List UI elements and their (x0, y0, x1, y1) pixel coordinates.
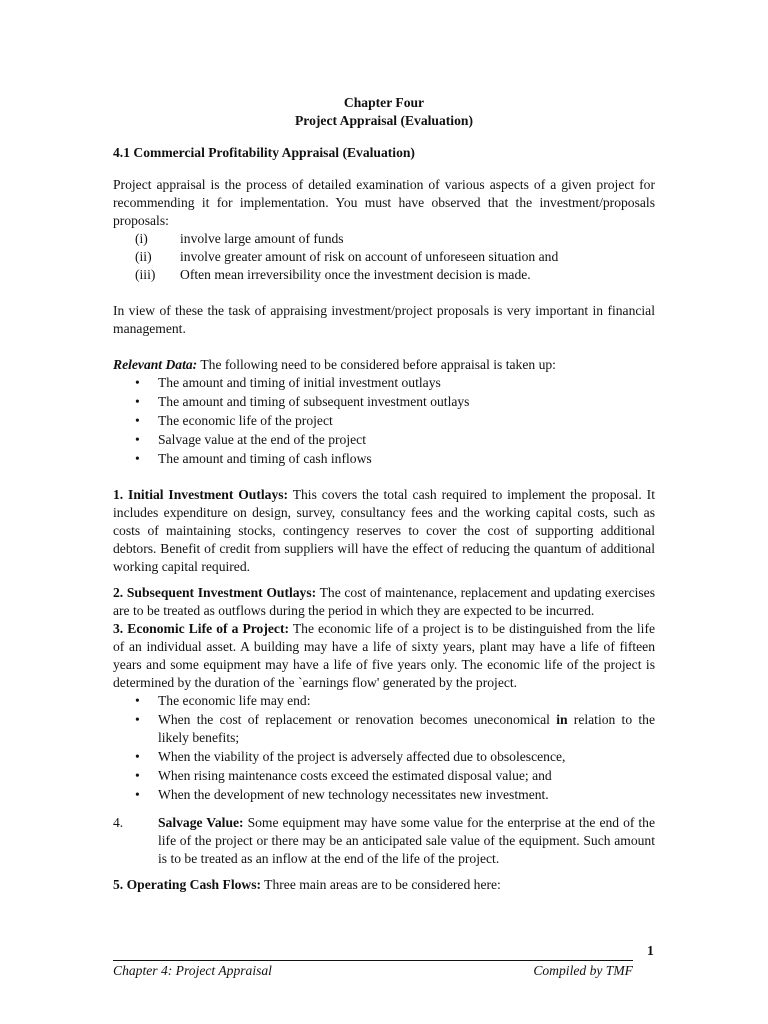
salvage-value-paragraph: 4. Salvage Value: Some equipment may have some value for the enterprise at the end of the life of the project or there may be an anticipated sale value of the equipment. Such amount is to be treated as an inflow at the end of the life of the project. (113, 815, 655, 866)
footer-right: Compiled by TMF (533, 963, 633, 978)
salvage-value-label: Salvage Value: (158, 815, 244, 830)
list-item: • Salvage value at the end of the project (113, 431, 655, 449)
page-footer (113, 962, 633, 980)
economic-life-list (113, 692, 655, 804)
list-item: • The amount and timing of cash inflows (113, 450, 655, 468)
operating-cash-flows-label: 5. Operating Cash Flows: (113, 877, 262, 892)
list-item: (i) involve large amount of funds (135, 231, 344, 246)
list-item: • The economic life of the project (113, 412, 655, 430)
intro-paragraph: Project appraisal is the process of detailed examination of various aspects of a given project for recommending it for implementation. You must have observed that the investment/proposals proposals: (113, 177, 655, 228)
chapter-title: Project Appraisal (Evaluation) (295, 113, 473, 128)
footer-divider (113, 960, 633, 961)
operating-cash-flows-paragraph: 5. Operating Cash Flows: Three main areas are to be considered here: (113, 877, 501, 892)
document-page (113, 94, 655, 894)
list-item: • The amount and timing of subsequent investment outlays (113, 393, 655, 411)
economic-life-label: 3. Economic Life of a Project: (113, 621, 290, 636)
relevant-data-list (113, 374, 655, 468)
list-item: • The amount and timing of initial investment outlays (113, 374, 655, 392)
relevant-data-label: Relevant Data: (113, 357, 198, 372)
initial-investment-paragraph: 1. Initial Investment Outlays: This covers the total cash required to implement the proposal. It includes expenditure on design, survey, consultancy fees and the working capital costs, such as costs of maintaining stocks, contingency reserves to cover the cost of supporting additional debtors. Benefit of credit from suppliers will have the effect of reducing the quantum of additional working capital required. (113, 487, 655, 574)
list-item: (iii) Often mean irreversibility once the investment decision is made. (135, 267, 531, 282)
list-item: (ii) involve greater amount of risk on account of unforeseen situation and (135, 249, 559, 264)
subsequent-investment-label: 2. Subsequent Investment Outlays: (113, 585, 317, 600)
view-paragraph: In view of these the task of appraising investment/project proposals is very important in financial management. (113, 303, 655, 336)
list-item: • When rising maintenance costs exceed the estimated disposal value; and (113, 767, 655, 785)
salvage-value-number: 4. (113, 815, 124, 830)
subsequent-investment-paragraph: 2. Subsequent Investment Outlays: The cost of maintenance, replacement and updating exercises are to be treated as outflows during the period in which they are expected to be incurred. (113, 585, 655, 618)
list-item: • When the development of new technology necessitates new investment. (113, 786, 655, 804)
page-number: 1 (647, 943, 654, 958)
initial-investment-label: 1. Initial Investment Outlays: (113, 487, 289, 502)
section-heading: 4.1 Commercial Profitability Appraisal (Evaluation) (113, 145, 415, 160)
relevant-data-paragraph: Relevant Data: The following need to be considered before appraisal is taken up: (113, 357, 556, 372)
economic-life-paragraph: 3. Economic Life of a Project: The economic life of a project is to be distinguished from the life of an individual asset. A building may have a life of sixty years, plant may have a life of fifteen years and some equipment may have a life of five years only. The economic life of the project is determined by the duration of the `earnings flow' generated by the project. (113, 621, 656, 690)
roman-list (113, 230, 655, 284)
list-item: • When the cost of replacement or renovation becomes uneconomical in relation to the likely benefits; (113, 711, 655, 747)
list-item: • The economic life may end: (113, 692, 655, 710)
footer-left: Chapter 4: Project Appraisal (113, 963, 272, 978)
list-item: • When the viability of the project is adversely affected due to obsolescence, (113, 748, 655, 766)
chapter-number: Chapter Four (343, 95, 425, 110)
